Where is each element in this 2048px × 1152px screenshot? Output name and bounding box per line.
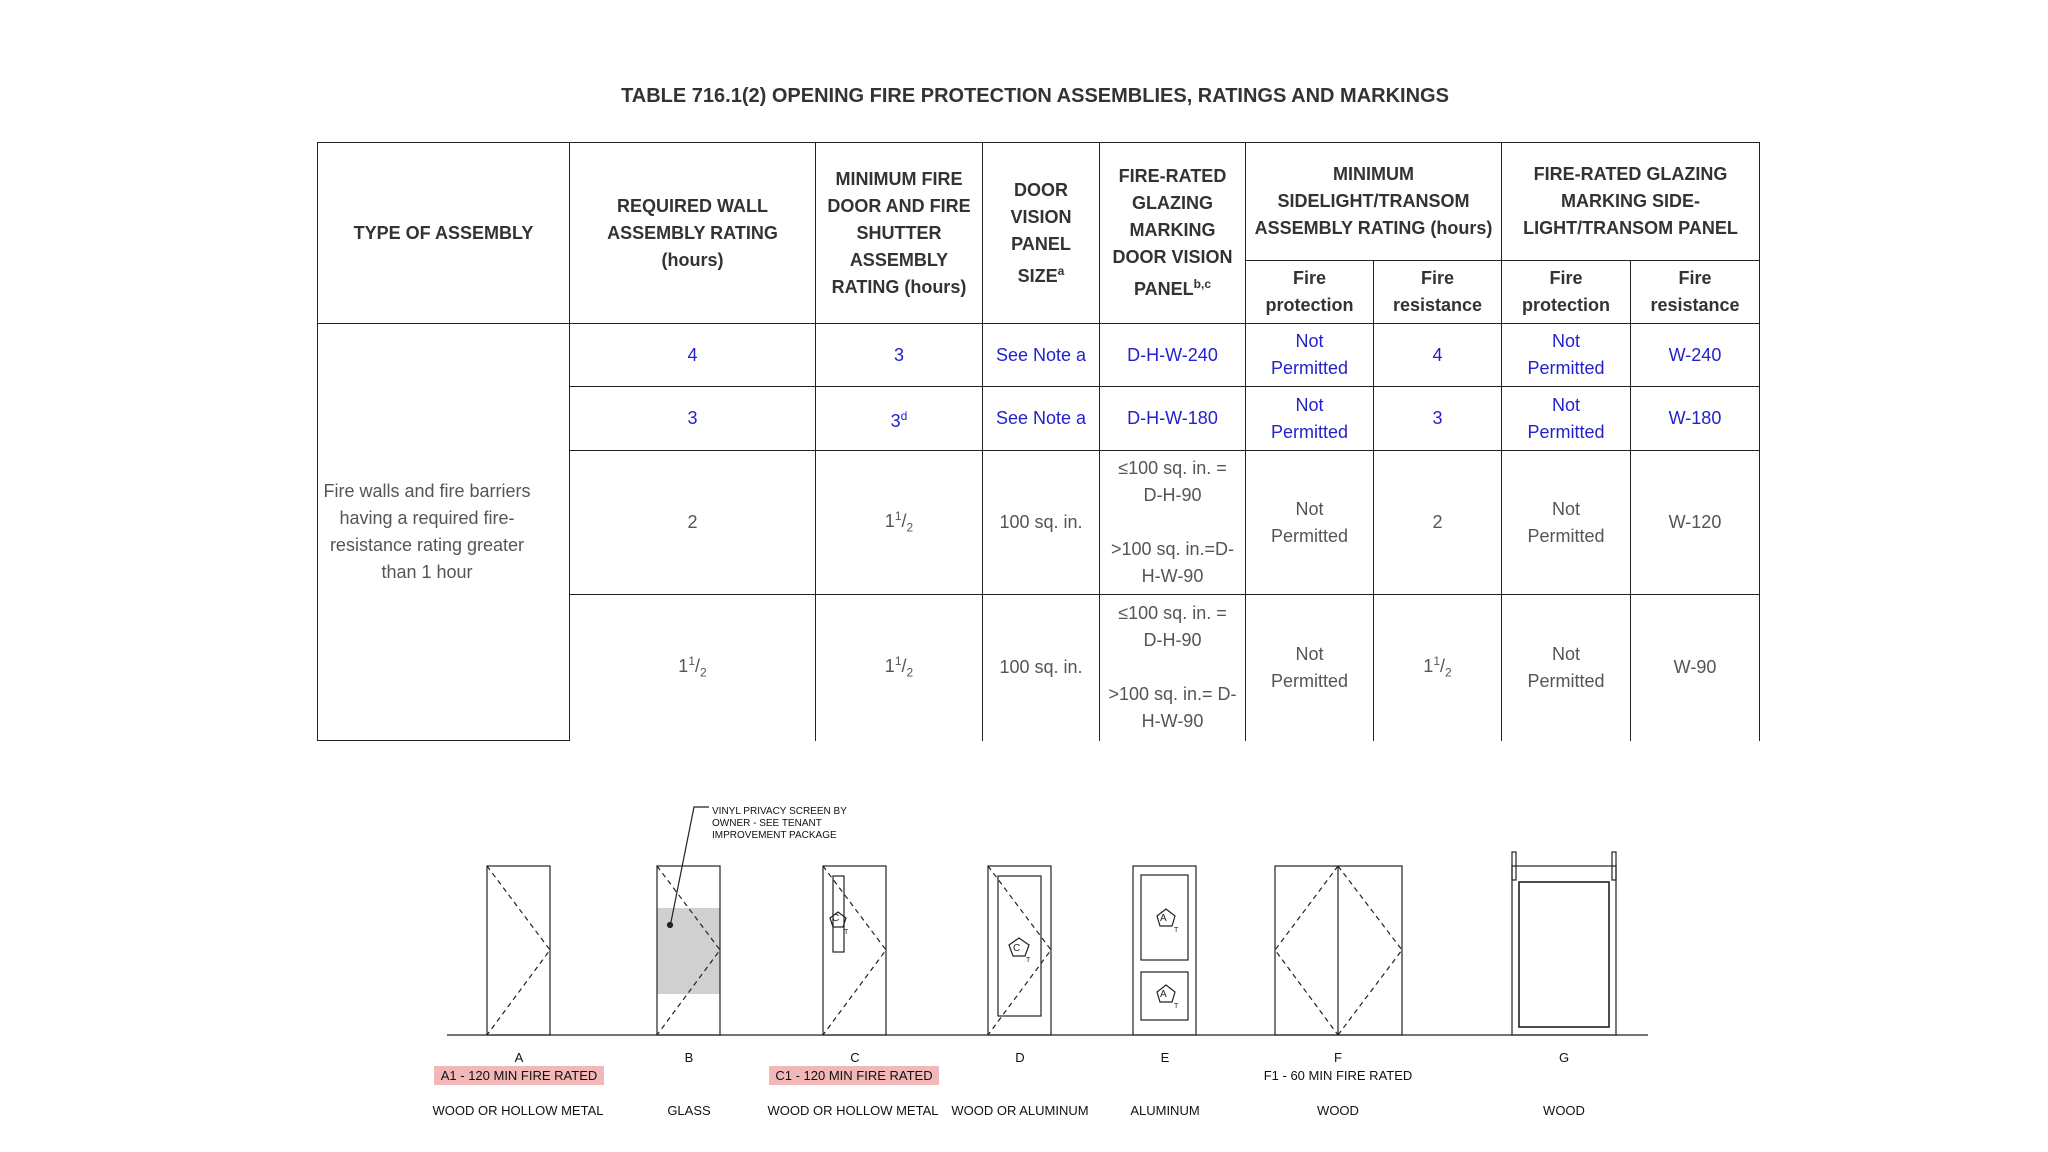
material-label-f: WOOD — [1317, 1103, 1359, 1118]
door-rating-cell: $1^1/_2$ — [816, 595, 983, 741]
marking-fr-cell: W-180 — [1631, 387, 1760, 451]
door-rating-cell: 3 — [816, 324, 983, 387]
sidelight-fp-cell: Not Permitted — [1246, 595, 1374, 741]
header-sidelight-rating: MINIMUM SIDELIGHT/TRANSOM ASSEMBLY RATING (hours) — [1246, 143, 1502, 261]
symbol-subscript: T — [1174, 927, 1179, 934]
symbol-c-letter: C — [1013, 943, 1021, 954]
sidelight-fp-cell: Not Permitted — [1246, 324, 1374, 387]
header-type-of-assembly: TYPE OF ASSEMBLY — [318, 143, 570, 324]
leader-dot — [668, 923, 673, 928]
sidelight-fr-cell: 4 — [1374, 324, 1502, 387]
material-label-g: WOOD — [1543, 1103, 1585, 1118]
fire-rating-tag-c: C1 - 120 MIN FIRE RATED — [769, 1066, 939, 1085]
door-c — [823, 866, 886, 1035]
privacy-screen-note: VINYL PRIVACY SCREEN BY OWNER - SEE TENANT IMPROVEMENT PACKAGE — [712, 806, 847, 841]
glazing-marking-cell: D-H-W-180 — [1100, 387, 1246, 451]
material-label-e: ALUMINUM — [1130, 1103, 1200, 1118]
marking-fr-cell: W-240 — [1631, 324, 1760, 387]
fire-rating-label-f: F1 - 60 MIN FIRE RATED — [1263, 1068, 1413, 1083]
symbol-a-letter: A — [1160, 913, 1167, 924]
vision-size-cell: See Note a — [983, 324, 1100, 387]
door-letter-e: E — [1160, 1050, 1170, 1065]
subheader-fire-protection-1: Fire protection — [1246, 261, 1374, 324]
door-e — [1133, 866, 1196, 1035]
sidelight-fr-cell: 3 — [1374, 387, 1502, 451]
marking-fp-cell: Not Permitted — [1502, 324, 1631, 387]
vision-size-cell: 100 sq. in. — [983, 595, 1100, 741]
glazing-marking-cell: ≤100 sq. in. = D-H-90 >100 sq. in.=D-H-W-90 — [1100, 451, 1246, 595]
door-letter-b: B — [684, 1050, 694, 1065]
glazing-marking-cell: D-H-W-240 — [1100, 324, 1246, 387]
marking-fp-cell: Not Permitted — [1502, 595, 1631, 741]
material-label-b: GLASS — [667, 1103, 711, 1118]
marking-fp-cell: Not Permitted — [1502, 451, 1631, 595]
sidelight-fr-cell: 2 — [1374, 451, 1502, 595]
symbol-a-letter: A — [1160, 989, 1167, 1000]
material-label-c: WOOD OR HOLLOW METAL — [767, 1103, 939, 1118]
wall-rating-cell: 2 — [570, 451, 816, 595]
wall-rating-cell: $1^1/_2$ — [570, 595, 816, 741]
header-sidelight-marking: FIRE-RATED GLAZING MARKING SIDE-LIGHT/TRANSOM PANEL — [1502, 143, 1760, 261]
fire-rating-tag-a: A1 - 120 MIN FIRE RATED — [434, 1066, 604, 1085]
symbol-subscript: T — [844, 929, 849, 936]
door-letter-f: F — [1334, 1050, 1342, 1065]
door-a — [487, 866, 550, 1035]
vision-size-cell: 100 sq. in. — [983, 451, 1100, 595]
symbol-subscript: T — [1174, 1003, 1179, 1010]
header-glazing-marking-door: FIRE-RATED GLAZING MARKING DOOR VISION PANEL$^{b,c}$ — [1100, 143, 1246, 324]
door-rating-cell: 3$^d$ — [816, 387, 983, 451]
door-g — [1512, 852, 1616, 1035]
wall-rating-cell: 4 — [570, 324, 816, 387]
material-label-d: WOOD OR ALUMINUM — [951, 1103, 1089, 1118]
vision-size-cell: See Note a — [983, 387, 1100, 451]
header-vision-panel-size: DOOR VISION PANEL SIZE$^a$ — [983, 143, 1100, 324]
header-wall-rating: REQUIRED WALL ASSEMBLY RATING (hours) — [570, 143, 816, 324]
door-letter-g: G — [1558, 1050, 1570, 1065]
table-title: TABLE 716.1(2) OPENING FIRE PROTECTION ASSEMBLIES, RATINGS AND MARKINGS — [621, 85, 1449, 107]
door-b — [657, 807, 720, 1035]
privacy-screen — [657, 908, 720, 994]
sidelight-fr-cell: $1^1/_2$ — [1374, 595, 1502, 741]
sidelight-fp-cell: Not Permitted — [1246, 451, 1374, 595]
subheader-fire-resistance-1: Fire resistance — [1374, 261, 1502, 324]
door-f — [1275, 866, 1402, 1035]
glazing-marking-cell: ≤100 sq. in. = D-H-90 >100 sq. in.= D-H-W-90 — [1100, 595, 1246, 741]
marking-fr-cell: W-120 — [1631, 451, 1760, 595]
door-letter-a: A — [514, 1050, 524, 1065]
header-door-rating: MINIMUM FIRE DOOR AND FIRE SHUTTER ASSEMBLY RATING (hours) — [816, 143, 983, 324]
door-letter-d: D — [1015, 1050, 1025, 1065]
door-rating-cell: $1^1/_2$ — [816, 451, 983, 595]
sidelight-fp-cell: Not Permitted — [1246, 387, 1374, 451]
marking-fr-cell: W-90 — [1631, 595, 1760, 741]
symbol-c-letter: C — [832, 913, 840, 924]
marking-fp-cell: Not Permitted — [1502, 387, 1631, 451]
door-letter-c: C — [850, 1050, 860, 1065]
subheader-fire-resistance-2: Fire resistance — [1631, 261, 1760, 324]
symbol-subscript: T — [1026, 957, 1031, 964]
wall-rating-cell: 3 — [570, 387, 816, 451]
material-label-a: WOOD OR HOLLOW METAL — [432, 1103, 604, 1118]
assembly-type-cell: Fire walls and fire barriers having a required fire-resistance rating greater than 1 hour — [318, 324, 570, 741]
subheader-fire-protection-2: Fire protection — [1502, 261, 1631, 324]
